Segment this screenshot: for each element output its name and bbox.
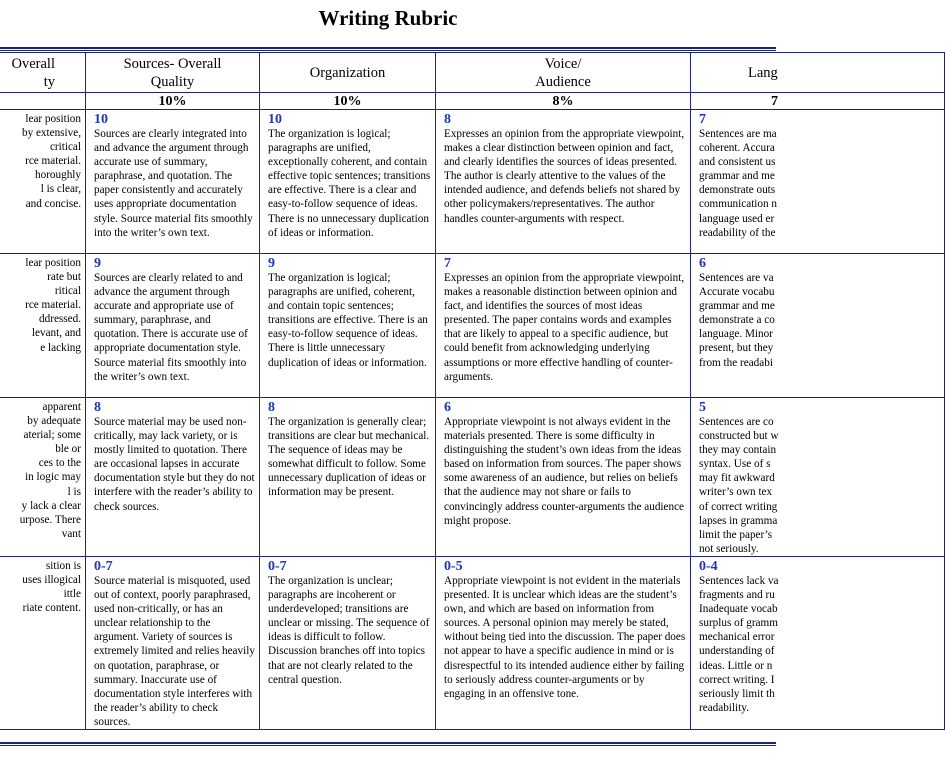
description-line: writer’s own tex	[699, 486, 773, 499]
description-line: ittle	[63, 588, 81, 601]
score-label: 0-7	[268, 558, 287, 574]
description-line: sition is	[45, 559, 81, 572]
criterion-description	[699, 574, 944, 715]
percent-sources: 10%	[86, 93, 260, 110]
description-line: they may contain	[699, 444, 777, 457]
criterion-description: Appropriate viewpoint is not evident in the materials presented. It is unclear which ideas are the student’s own, and which are based on information from sources. A personal opinion may merely be stated, without being tied into the discussion. The paper does not appear to have a specific audience in mind or is disrespectful to its intended audience either by failing to seriously address counter-arguments or by engaging in an offensive tone.	[444, 574, 686, 700]
score-label: 6	[444, 400, 451, 415]
description-line: understanding of	[699, 645, 775, 658]
description-line: grammar and me	[699, 300, 775, 313]
percent-voice-audience: 8%	[436, 93, 691, 110]
description-line: Sentences are va	[699, 272, 774, 284]
criterion-description	[699, 127, 944, 240]
score-label: 7	[699, 112, 706, 127]
criterion-description	[0, 400, 85, 541]
rubric-cell-sources	[86, 254, 260, 398]
description-line: language used er	[699, 212, 775, 225]
col-header-voice-audience: Voice/ Audience	[436, 53, 691, 93]
table-row	[0, 254, 945, 398]
description-line: levant, and	[31, 327, 81, 340]
criterion-description: Sources are clearly integrated into and advance the argument through accurate use of summary, paraphrase, and quotation. The paper consistently and accurately uses appropriate documentation style. Source material fits smoothly into the writer’s own text.	[94, 128, 253, 239]
description-line: from the readabi	[699, 356, 773, 369]
description-line: communication n	[699, 198, 777, 211]
description-line: demonstrate a co	[699, 314, 775, 327]
criterion-description: Expresses an opinion from the appropriate viewpoint, makes a clear distinction between opinion and fact, and clearly identifies the sources of ideas presented. The author is clearly attentive to the values of the intended audience, and defends beliefs not shared by other policymakers/representatives. The author handles counter-arguments with respect.	[444, 128, 685, 225]
description-line: Sentences are ma	[699, 128, 777, 140]
description-line: e lacking	[40, 341, 81, 354]
score-label: 9	[268, 256, 275, 271]
score-label: 7	[444, 256, 451, 271]
criterion-description: The organization is logical; paragraphs are unified, exceptionally coherent, and contain effective topic sentences; transitions are effective. There is a clear and easy-to-follow sequence of ideas. There is no unnecessary duplication of ideas or information.	[268, 128, 431, 239]
criterion-description	[0, 112, 85, 211]
top-rule	[0, 47, 776, 51]
rubric-cell-overall-quality	[0, 110, 86, 254]
rubric-cell-language	[691, 254, 945, 398]
col-header-language: Lang	[691, 53, 945, 93]
score-label: 5	[699, 400, 706, 415]
description-line: ddressed.	[39, 313, 81, 326]
rubric-cell-language	[691, 556, 945, 729]
criterion-description	[699, 415, 944, 556]
description-line: ideas. Little or n	[699, 659, 773, 672]
description-line: Sentences lack va	[699, 574, 779, 587]
description-line: syntax. Use of s	[699, 458, 771, 471]
table-row	[0, 398, 945, 557]
description-line: and consistent us	[699, 156, 776, 169]
score-label: 10	[268, 112, 282, 127]
criterion-description: Source material is misquoted, used out of context, poorly paraphrased, used non-critically, or has an unclear relationship to the argument. Variety of sources is extremely limited and relies heavily on quotation, paraphrase, or summary. Inaccurate use of documentation style interferes with the reader’s ability to check sources.	[94, 574, 255, 728]
description-line: fragments and ru	[699, 589, 775, 602]
description-line: rate but	[47, 271, 81, 284]
score-label: 0-5	[444, 558, 463, 574]
percent-row	[0, 93, 945, 110]
description-line: surplus of gramm	[699, 617, 778, 630]
description-line: of correct writing	[699, 500, 778, 513]
description-line: rce material.	[25, 155, 81, 168]
score-label: 8	[444, 112, 451, 127]
description-line: l is	[67, 485, 81, 498]
criterion-description: Source material may be used non-critically, may lack variety, or is mostly limited to quotation. There are occasional lapses in accurate documentation style but they do not interfere with the reader’s ability to check sources.	[94, 416, 255, 513]
criterion-description: Sources are clearly related to and advance the argument through accurate and appropriate use of summary, paraphrase, and quotation. There is accurate use of appropriate documentation style. Source material fits smoothly into the writer’s own text.	[94, 272, 248, 383]
table-row	[0, 556, 945, 729]
description-line: by adequate	[27, 415, 81, 428]
description-line: apparent	[42, 401, 81, 413]
rubric-cell-sources	[86, 398, 260, 557]
rubric-cell-language	[691, 398, 945, 557]
description-line: Inadequate vocab	[699, 603, 778, 616]
rubric-cell-overall-quality	[0, 556, 86, 729]
criterion-description: The organization is logical; paragraphs are unified, coherent, and contain topic sentences; transitions are effective. There is an easy-to-follow sequence of ideas. There is little unnecessary duplication of ideas or information.	[268, 272, 428, 369]
description-line: readability.	[699, 701, 749, 714]
rubric-table-viewport	[0, 52, 779, 742]
score-label: 8	[268, 400, 275, 415]
criterion-description	[0, 559, 85, 615]
description-line: seriously limit th	[699, 687, 775, 700]
bottom-rule	[0, 742, 776, 746]
description-line: vant	[61, 527, 81, 540]
description-line: rce material.	[25, 299, 81, 312]
score-label: 8	[94, 400, 101, 415]
description-line: lapses in gramma	[699, 514, 778, 527]
criterion-description: Expresses an opinion from the appropriate viewpoint, makes a reasonable distinction between opinion and fact, and identifies the sources of most ideas presented. The paper contains words and examples that are likely to appeal to a specific audience, but could benefit from acknowledging underlying assumptions or more effective handling of counter-arguments.	[444, 272, 685, 383]
description-line: limit the paper’s	[699, 528, 773, 541]
rubric-cell-voice-audience	[436, 254, 691, 398]
description-line: l is clear,	[40, 183, 81, 196]
description-line: ritical	[54, 285, 81, 298]
score-label: 0-7	[94, 558, 113, 574]
description-line: grammar and me	[699, 170, 775, 183]
col-header-sources: Sources- Overall Quality	[86, 53, 260, 93]
rubric-cell-voice-audience	[436, 398, 691, 557]
rubric-cell-organization	[260, 556, 436, 729]
description-line: present, but they	[699, 342, 774, 355]
score-label: 9	[94, 256, 101, 271]
rubric-cell-sources	[86, 556, 260, 729]
description-line: in logic may	[25, 471, 81, 484]
rubric-table	[0, 52, 945, 730]
description-line: riate content.	[22, 602, 81, 615]
description-line: language. Minor	[699, 328, 773, 341]
rubric-cell-organization	[260, 110, 436, 254]
description-line: demonstrate outs	[699, 184, 776, 197]
description-line: mechanical error	[699, 631, 775, 644]
description-line: lear position	[25, 113, 81, 125]
description-line: urpose. There	[19, 513, 81, 526]
criterion-description	[699, 271, 944, 370]
rubric-cell-voice-audience	[436, 556, 691, 729]
description-line: lear position	[25, 257, 81, 269]
description-line: correct writing. I	[699, 673, 775, 686]
description-line: readability of the	[699, 226, 776, 239]
criterion-description: Appropriate viewpoint is not always evident in the materials presented. There is some difficulty in distinguishing the student’s own ideas from the ideas based on information from sources. The paper shows some awareness of an audience, but relies on beliefs that the audience may not share or fails to convincingly address counter-arguments the audience might propose.	[444, 416, 685, 527]
table-row	[0, 110, 945, 254]
criterion-description: The organization is generally clear; transitions are clear but mechanical. The sequence of ideas may be somewhat difficult to follow. Some unnecessary duplication of ideas or information may be present.	[268, 416, 430, 499]
description-line: Sentences are co	[699, 416, 774, 428]
percent-language: 7	[691, 93, 945, 110]
description-line: by extensive,	[21, 127, 81, 140]
percent-overall-quality	[0, 93, 86, 110]
criterion-description: The organization is unclear; paragraphs are incoherent or underdeveloped; transitions are unclear or missing. The sequence of ideas is difficult to follow. Discussion branches off into topics that are not clearly related to the central question.	[268, 574, 430, 686]
description-line: and concise.	[25, 197, 81, 210]
rubric-cell-language	[691, 110, 945, 254]
description-line: aterial; some	[23, 429, 81, 442]
description-line: uses illogical	[22, 574, 81, 587]
description-line: may fit awkward	[699, 472, 775, 485]
description-line: coherent. Accura	[699, 142, 775, 155]
description-line: critical	[49, 141, 81, 154]
rubric-cell-organization	[260, 398, 436, 557]
description-line: not seriously.	[699, 542, 759, 555]
col-header-overall-quality: Overall ty	[0, 53, 86, 93]
percent-organization: 10%	[260, 93, 436, 110]
rubric-cell-organization	[260, 254, 436, 398]
description-line: y lack a clear	[21, 499, 81, 512]
page-title: Writing Rubric	[318, 6, 458, 30]
rubric-cell-sources	[86, 110, 260, 254]
header-row	[0, 53, 945, 93]
criterion-description	[0, 256, 85, 355]
rubric-cell-overall-quality	[0, 398, 86, 557]
score-label: 0-4	[699, 558, 718, 574]
score-label: 6	[699, 256, 706, 271]
description-line: ble or	[55, 443, 81, 456]
description-line: ces to the	[38, 457, 81, 470]
col-header-organization: Organization	[260, 53, 436, 93]
description-line: horoughly	[35, 169, 81, 182]
description-line: constructed but w	[699, 430, 779, 443]
description-line: Accurate vocabu	[699, 286, 775, 299]
rubric-cell-voice-audience	[436, 110, 691, 254]
score-label: 10	[94, 112, 108, 127]
rubric-cell-overall-quality	[0, 254, 86, 398]
